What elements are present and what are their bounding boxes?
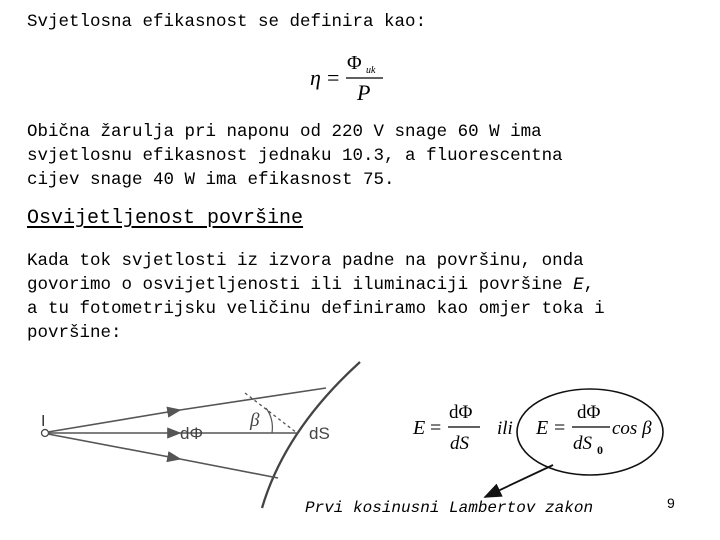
angle-label: β: [250, 410, 260, 431]
surface-label: dS: [309, 424, 330, 443]
formula-e: E: [413, 417, 426, 439]
source-label: I: [41, 413, 46, 430]
flux-label: dΦ: [180, 424, 204, 443]
formula-equals: =: [554, 417, 566, 439]
page-number: 9: [667, 495, 675, 511]
paragraph-line: svjetlosnu efikasnost jednaku 10.3, a fluorescentna: [27, 146, 563, 166]
paragraph-line: govorimo o osvijetljenosti ili iluminaciji površine E,: [27, 275, 595, 295]
point-source: [42, 430, 49, 437]
formula-denominator: dS: [450, 433, 469, 454]
formula-phi: Φ: [347, 52, 362, 74]
formula-cos-beta: cos β: [612, 418, 652, 439]
paragraph-line: cijev snage 40 W ima efikasnost 75.: [27, 170, 395, 190]
formula-equals: =: [327, 65, 340, 90]
illuminance-paragraph: [27, 249, 677, 345]
paragraph-line: površine:: [27, 323, 122, 343]
formula-alt-e: E: [536, 417, 549, 439]
illuminance-formula: [405, 385, 695, 510]
light-flux-diagram: [30, 360, 370, 510]
intro-text: Svjetlosna efikasnost se definira kao:: [27, 12, 427, 32]
footnote-lambert-law: Prvi kosinusni Lambertov zakon: [305, 499, 594, 517]
paragraph-line: a tu fotometrijsku veličinu definiramo kao omjer toka i: [27, 299, 605, 319]
formula-alt-numerator: dΦ: [577, 402, 601, 423]
efficacy-paragraph: [27, 120, 677, 192]
formula-numerator: dΦ: [449, 402, 473, 423]
formula-alt-subscript: 0: [597, 443, 603, 457]
paragraph-line: Obična žarulja pri naponu od 220 V snage 60 W ima: [27, 122, 542, 142]
callout-arrow: [485, 465, 553, 497]
formula-eta: η: [310, 65, 321, 90]
ray-upper: [48, 410, 180, 432]
ray-upper-extension: [180, 388, 326, 410]
symbol-e: E: [573, 275, 584, 295]
formula-connector: ili: [497, 418, 513, 439]
formula-power: P: [357, 80, 371, 105]
efficacy-formula: [300, 48, 410, 108]
ray-lower: [48, 434, 180, 459]
paragraph-line: Kada tok svjetlosti iz izvora padne na površinu, onda: [27, 251, 584, 271]
formula-equals: =: [430, 417, 442, 439]
ray-lower-extension: [180, 459, 278, 478]
section-heading: Osvijetljenost površine: [27, 207, 304, 230]
formula-alt-denominator: dS: [573, 433, 592, 454]
formula-phi-subscript: uk: [366, 65, 376, 76]
